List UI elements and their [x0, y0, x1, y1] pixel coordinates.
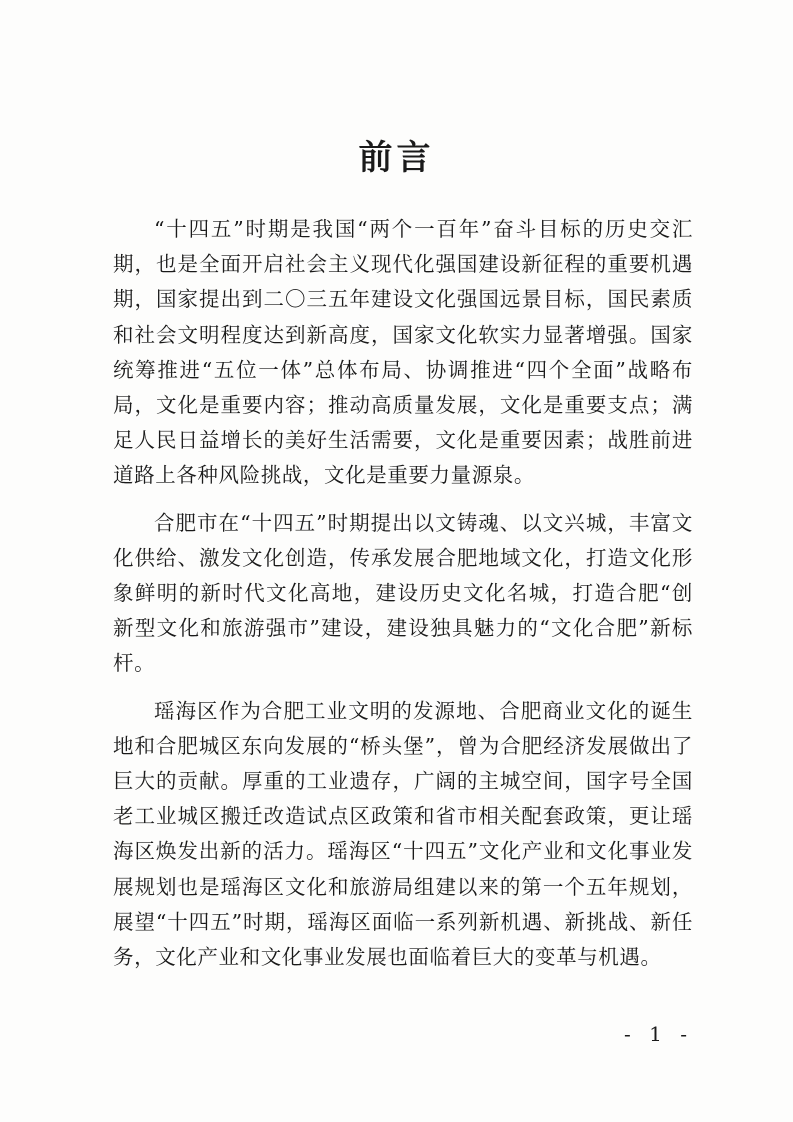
page-title: 前言	[358, 138, 435, 178]
paragraph-1: “十四五”时期是我国“两个一百年”奋斗目标的历史交汇期，也是全面开启社会主义现代化强国建设新征程的重要机遇期，国家提出到二〇三五年建设文化强国远景目标，国民素质和社会文明程度达到新高度，国家文化软实力显著增强。国家统筹推进“五位一体”总体布局、协调推进“四个全面”战略布局，文化是重要内容；推动高质量发展，文化是重要支点；满足人民日益增长的美好生活需要，文化是重要因素；战胜前进道路上各种风险挑战，文化是重要力量源泉。	[113, 217, 693, 488]
page-number: - 1 -	[624, 1022, 693, 1046]
paragraph-2: 合肥市在“十四五”时期提出以文铸魂、以文兴城，丰富文化供给、激发文化创造，传承发展合肥地域文化，打造文化形象鲜明的新时代文化高地，建设历史文化名城，打造合肥“创新型文化和旅游强市”建设，建设独具魅力的“文化合肥”新标杆。	[113, 510, 693, 676]
body-text	[113, 212, 693, 987]
paragraph-3: 瑶海区作为合肥工业文明的发源地、合肥商业文化的诞生地和合肥城区东向发展的“桥头堡”，曾为合肥经济发展做出了巨大的贡献。厚重的工业遗存，广阔的主城空间，国字号全国老工业城区搬迁改造试点区政策和省市相关配套政策，更让瑶海区焕发出新的活力。瑶海区“十四五”文化产业和文化事业发展规划也是瑶海区文化和旅游局组建以来的第一个五年规划，展望“十四五”时期，瑶海区面临一系列新机遇、新挑战、新任务，文化产业和文化事业发展也面临着巨大的变革与机遇。	[113, 698, 693, 970]
